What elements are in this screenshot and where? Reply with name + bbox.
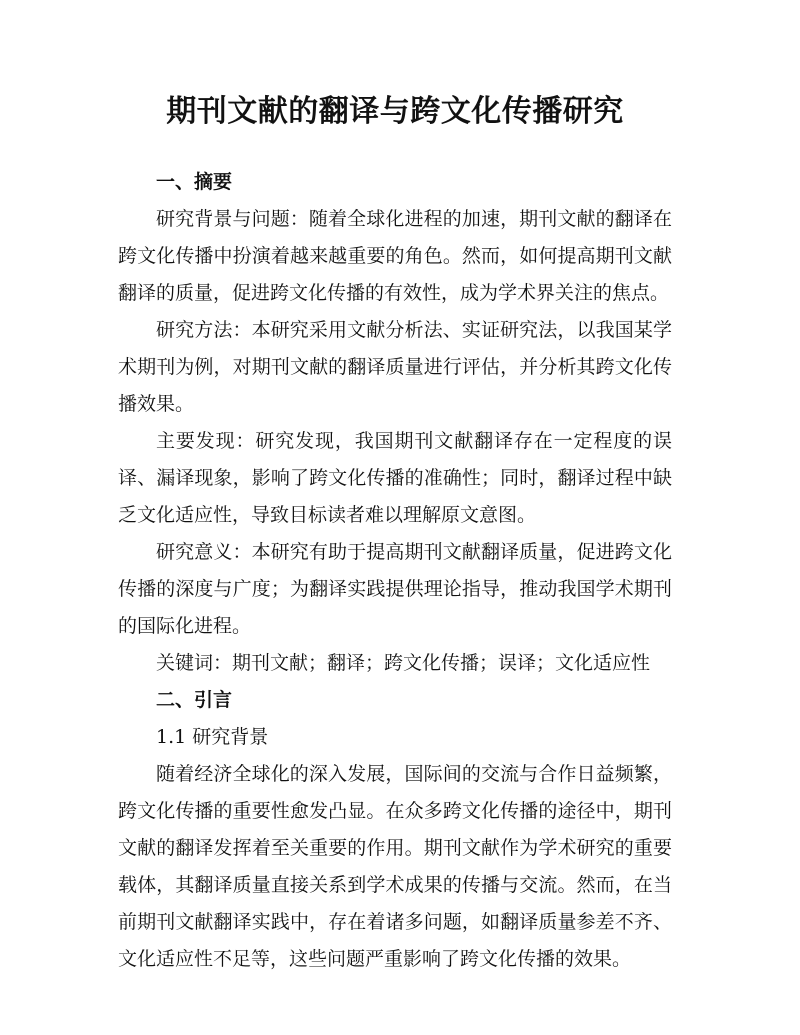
introduction-paragraph: 随着经济全球化的深入发展，国际间的交流与合作日益频繁，跨文化传播的重要性愈发凸显。在众多跨文化传播的途径中，期刊文献的翻译发挥着至关重要的作用。期刊文献作为学术研究的重要载体，其翻译质量直接关系到学术成果的传播与交流。然而，在当前期刊文献翻译实践中，存在着诸多问题，如翻译质量参差不齐、文化适应性不足等，这些问题严重影响了跨文化传播的效果。 [118, 763, 672, 970]
abstract-method-paragraph: 研究方法：本研究采用文献分析法、实证研究法，以我国某学术期刊为例，对期刊文献的翻译质量进行评估，并分析其跨文化传播效果。 [118, 319, 672, 415]
subsection-heading-research-background: 1.1 研究背景 [156, 726, 269, 748]
abstract-findings-paragraph: 主要发现：研究发现，我国期刊文献翻译存在一定程度的误译、漏译现象，影响了跨文化传播的准确性；同时，翻译过程中缺乏文化适应性，导致目标读者难以理解原文意图。 [118, 430, 672, 526]
keywords-line: 关键词：期刊文献；翻译；跨文化传播；误译；文化适应性 [156, 652, 651, 674]
section-heading-abstract: 一、摘要 [156, 171, 233, 193]
abstract-significance-paragraph: 研究意义：本研究有助于提高期刊文献翻译质量，促进跨文化传播的深度与广度；为翻译实践提供理论指导，推动我国学术期刊的国际化进程。 [118, 541, 672, 637]
abstract-background-paragraph: 研究背景与问题：随着全球化进程的加速，期刊文献的翻译在跨文化传播中扮演着越来越重要的角色。然而，如何提高期刊文献翻译的质量，促进跨文化传播的有效性，成为学术界关注的焦点。 [118, 208, 672, 304]
document-title: 期刊文献的翻译与跨文化传播研究 [166, 94, 624, 129]
section-heading-introduction: 二、引言 [156, 689, 233, 711]
